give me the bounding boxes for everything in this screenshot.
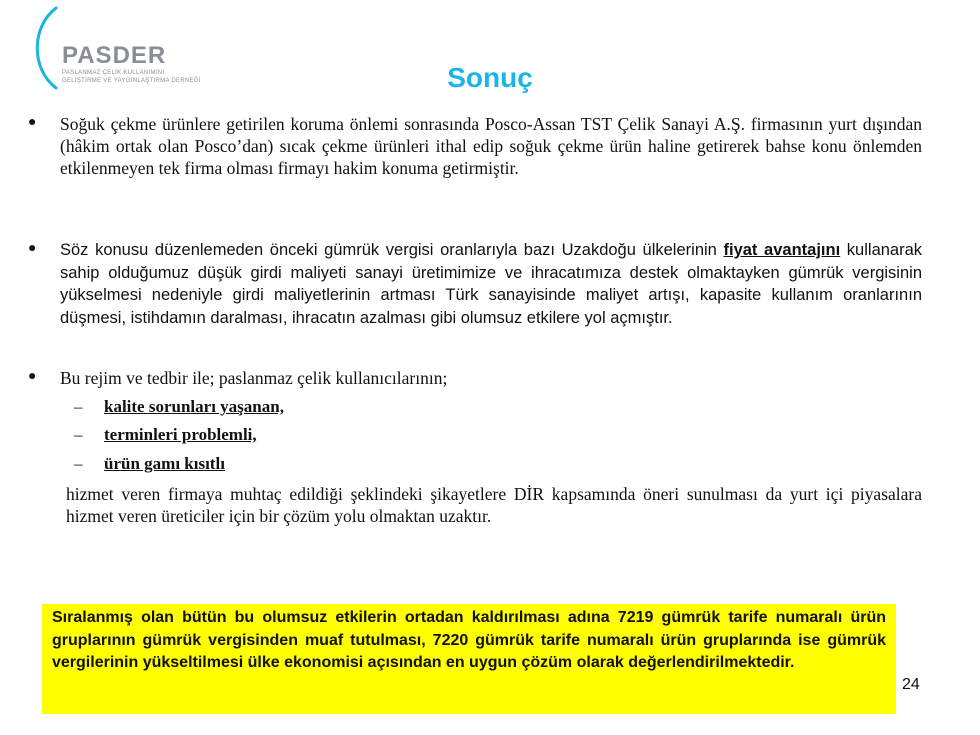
paragraph-2 <box>60 239 922 329</box>
paragraph-2-start: Söz konusu düzenlemeden önceki gümrük vergisi oranlarıyla bazı Uzakdoğu ülkelerinin <box>60 241 724 259</box>
conclusion-text: Sıralanmış olan bütün bu olumsuz etkilerin ortadan kaldırılması adına 7219 gümrük tarife numaralı ürün gruplarının gümrük vergisinden muaf tutulması, 7220 gümrük tarife numaralı ürün gruplarında ise gümrük vergilerinin yükseltilmesi ülke ekonomisi açısından en uygun çözüm olarak değerlendirilmektedir. <box>52 609 886 671</box>
bullet-icon: ● <box>28 241 37 256</box>
dash-marker: – <box>74 425 83 444</box>
dash-marker: – <box>74 454 83 473</box>
bullet-icon: ● <box>28 115 37 130</box>
page-title: Sonuç <box>447 62 533 93</box>
logo-subtitle-line2: GELİŞTİRME VE YAYGINLAŞTIRMA DERNEĞİ <box>62 78 201 84</box>
logo-subtitle-line1: PASLANMAZ ÇELİK KULLANIMINI <box>62 70 165 76</box>
paragraph-1: Soğuk çekme ürünlere getirilen koruma önlemi sonrasında Posco-Assan TST Çelik Sanayi A.Ş. firmasının yurt dışından (hâkim ortak olan Posco’dan) sıcak çekme ürünleri ithal edip soğuk çekme ürün haline getirerek bahse konu önlemden etkilenmeyen tek firma olması firmayı hakim konuma getirmiştir. <box>60 114 922 178</box>
paragraph-2-rest: kullanarak sahip olduğumuz düşük girdi maliyeti sanayi üretimimize ve ihracatımıza destek olmaktayken gümrük vergisinin yükselmesi nedeniyle girdi maliyetlerinin artması Türk sanayisinde maliyet artışı, kapasite kullanım oranlarının düşmesi, istihdamın daralması, ihracatın azalması gibi olumsuz etkilere yol açmıştır. <box>60 241 923 327</box>
list-item: ürün gamı kısıtlı <box>104 454 225 473</box>
dash-marker: – <box>74 397 83 416</box>
page-number: 24 <box>902 676 920 693</box>
logo-name: PASDER <box>62 42 167 69</box>
paragraph-2-emphasis: fiyat avantajını <box>723 241 841 259</box>
bullet-icon: ● <box>28 369 37 384</box>
list-item: kalite sorunları yaşanan, <box>104 397 284 416</box>
paragraph-3-closing: hizmet veren firmaya muhtaç edildiği şeklindeki şikayetlere DİR kapsamında öneri sunulması da yurt içi piyasalara hizmet veren üreticiler için bir çözüm yolu olmaktan uzaktır. <box>66 484 922 526</box>
list-item: terminleri problemli, <box>104 425 257 444</box>
conclusion-highlight-box <box>42 604 896 714</box>
paragraph-3-intro: Bu rejim ve tedbir ile; paslanmaz çelik kullanıcılarının; <box>60 368 448 388</box>
